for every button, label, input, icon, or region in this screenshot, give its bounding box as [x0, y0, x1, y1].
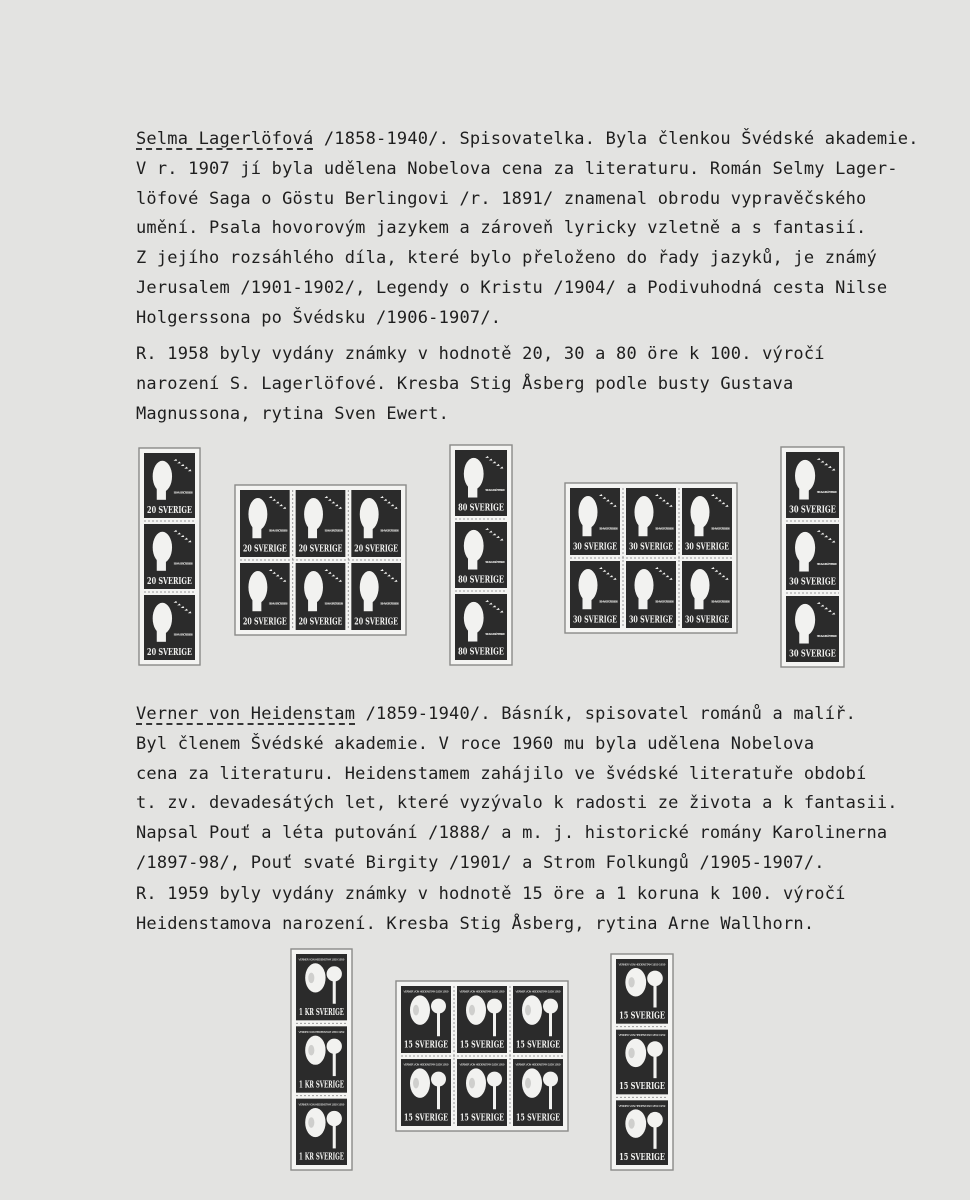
stamp-inscription: SELMA LAGERLÖF 1858 1958	[599, 526, 618, 531]
stamp-inscription: SELMA LAGERLÖF 1858 1958	[711, 599, 730, 604]
stamp-inscription: VERNER VON HEIDENSTAM 1859 1959	[298, 1102, 345, 1107]
stamp-denomination: 15 SVERIGE	[460, 1113, 505, 1124]
stamp-denomination: 30 SVERIGE	[685, 615, 730, 626]
stamp-inscription: SELMA LAGERLÖF 1858 1958	[816, 489, 837, 494]
stamp	[240, 563, 290, 630]
stamp-denomination: 20 SVERIGE	[242, 544, 287, 555]
stamp-denomination: 30 SVERIGE	[685, 542, 730, 553]
stamp-inscription: SELMA LAGERLÖF 1858 1958	[485, 487, 505, 492]
stamp-inscription: VERNER VON HEIDENSTAM 1859 1959	[515, 1062, 561, 1067]
stamp-strip-heidenstam-15	[610, 953, 674, 1171]
stamp-block-lagerlof-30	[564, 482, 738, 634]
stamp-denomination: 20 SVERIGE	[298, 544, 343, 555]
issue-line: Magnussona, rytina Sven Ewert.	[136, 403, 450, 424]
stamp-denomination: 30 SVERIGE	[789, 649, 836, 660]
bio-line: löfové Saga o Göstu Berlingovi /r. 1891/ znamenal obrodu vypravěčského	[136, 188, 867, 209]
stamp-inscription: VERNER VON HEIDENSTAM 1859 1959	[618, 1103, 666, 1108]
section-heidenstam-issue	[136, 880, 936, 940]
section-lagerlof-issue	[136, 340, 936, 429]
stamp	[786, 452, 839, 518]
bio-line: Verner von Heidenstam /1859-1940/. Básník, spisovatel románů a malíř.	[136, 704, 857, 724]
stamp-inscription: SELMA LAGERLÖF 1858 1958	[268, 528, 288, 533]
issue-line: narození S. Lagerlöfové. Kresba Stig Åsberg podle busty Gustava	[136, 373, 794, 394]
stamp	[616, 1100, 668, 1165]
stamp	[457, 1059, 507, 1126]
stamp-inscription: VERNER VON HEIDENSTAM 1859 1959	[618, 962, 666, 967]
stamp	[401, 1059, 451, 1126]
stamp	[296, 954, 347, 1020]
stamp-denomination: 30 SVERIGE	[629, 615, 674, 626]
stamp-inscription: SELMA LAGERLÖF 1858 1958	[599, 599, 618, 604]
stamp-denomination: 30 SVERIGE	[573, 615, 618, 626]
stamp	[457, 986, 507, 1053]
stamp	[144, 524, 195, 589]
stamp-denomination: 30 SVERIGE	[629, 542, 674, 553]
stamp-inscription: SELMA LAGERLÖF 1858 1958	[655, 526, 674, 531]
stamp-inscription: VERNER VON HEIDENSTAM 1859 1959	[618, 1033, 666, 1038]
stamp-denomination: 15 SVERIGE	[404, 1113, 449, 1124]
stamp-inscription: SELMA LAGERLÖF 1858 1958	[380, 528, 400, 533]
bio-line: umění. Psala hovorovým jazykem a zároveň lyricky vzletně a s fantasií.	[136, 218, 867, 239]
stamp-denomination: 1 KR SVERIGE	[299, 1080, 345, 1091]
stamp-denomination: 20 SVERIGE	[147, 576, 193, 587]
stamp-inscription: VERNER VON HEIDENSTAM 1859 1959	[298, 957, 345, 962]
stamp-denomination: 15 SVERIGE	[516, 1040, 561, 1051]
stamp-inscription: SELMA LAGERLÖF 1858 1958	[324, 601, 344, 606]
stamp-inscription: SELMA LAGERLÖF 1858 1958	[173, 632, 193, 637]
stamp	[455, 450, 507, 516]
stamp	[351, 490, 401, 557]
stamp-strip-lagerlof-20	[138, 447, 201, 666]
stamp	[616, 1030, 668, 1095]
stamp	[682, 488, 732, 555]
stamp	[144, 595, 195, 660]
author-name-lagerlof: Selma Lagerlöfová	[136, 129, 314, 149]
stamp-inscription: SELMA LAGERLÖF 1858 1958	[173, 490, 193, 495]
stamp	[296, 1026, 347, 1092]
stamp-inscription: SELMA LAGERLÖF 1858 1958	[655, 599, 674, 604]
stamp	[296, 563, 346, 630]
stamp-inscription: VERNER VON HEIDENSTAM 1859 1959	[515, 989, 561, 994]
stamp	[240, 490, 290, 557]
author-name-heidenstam: Verner von Heidenstam	[136, 704, 356, 724]
stamp-denomination: 30 SVERIGE	[789, 505, 836, 516]
stamp	[616, 959, 668, 1024]
stamp-inscription: SELMA LAGERLÖF 1858 1958	[380, 601, 400, 606]
stamp-denomination: 15 SVERIGE	[619, 1152, 665, 1163]
bio-line: Jerusalem /1901-1902/, Legendy o Kristu /1904/ a Podivuhodná cesta Nilse	[136, 277, 888, 298]
stamp	[401, 986, 451, 1053]
stamp	[682, 561, 732, 628]
bio-line: Holgerssona po Švédsku /1906-1907/.	[136, 307, 502, 328]
stamp-denomination: 15 SVERIGE	[516, 1113, 561, 1124]
stamp-denomination: 20 SVERIGE	[354, 617, 399, 628]
issue-line: R. 1958 byly vydány známky v hodnotě 20, 30 a 80 öre k 100. výročí	[136, 344, 825, 364]
stamp-denomination: 80 SVERIGE	[458, 503, 504, 514]
stamp-inscription: SELMA LAGERLÖF 1858 1958	[173, 561, 193, 566]
stamp	[786, 524, 839, 590]
bio-line: t. zv. devadesátých let, které vyzývalo k radosti ze života a k fantasii.	[136, 793, 898, 814]
issue-line: R. 1959 byly vydány známky v hodnotě 15 öre a 1 koruna k 100. výročí	[136, 884, 846, 904]
stamp-denomination: 80 SVERIGE	[458, 575, 504, 586]
stamp-denomination: 1 KR SVERIGE	[299, 1152, 345, 1163]
stamp	[570, 488, 620, 555]
stamp	[296, 490, 346, 557]
stamp-denomination: 20 SVERIGE	[298, 617, 343, 628]
stamp-denomination: 30 SVERIGE	[573, 542, 618, 553]
stamp-inscription: SELMA LAGERLÖF 1858 1958	[324, 528, 344, 533]
bio-line: /1897-98/, Pouť svaté Birgity /1901/ a Strom Folkungů /1905-1907/.	[136, 852, 825, 873]
stamp-inscription: SELMA LAGERLÖF 1858 1958	[816, 561, 837, 566]
stamp-denomination: 15 SVERIGE	[404, 1040, 449, 1051]
stamp	[296, 1099, 347, 1165]
bio-line: Selma Lagerlöfová /1858-1940/. Spisovatelka. Byla členkou Švédské akademie.	[136, 129, 919, 149]
stamp	[455, 594, 507, 660]
stamp-inscription: VERNER VON HEIDENSTAM 1859 1959	[298, 1029, 345, 1034]
stamp-inscription: VERNER VON HEIDENSTAM 1859 1959	[459, 1062, 505, 1067]
stamp-inscription: SELMA LAGERLÖF 1858 1958	[485, 559, 505, 564]
stamp-denomination: 15 SVERIGE	[460, 1040, 505, 1051]
stamp	[144, 453, 195, 518]
stamp	[786, 596, 839, 662]
stamp	[351, 563, 401, 630]
stamp-denomination: 1 KR SVERIGE	[299, 1008, 345, 1019]
stamp-inscription: VERNER VON HEIDENSTAM 1859 1959	[459, 989, 505, 994]
stamp-denomination: 15 SVERIGE	[619, 1082, 665, 1093]
stamp	[513, 1059, 563, 1126]
stamp-inscription: VERNER VON HEIDENSTAM 1859 1959	[403, 989, 449, 994]
stamp	[570, 561, 620, 628]
stamp-denomination: 30 SVERIGE	[789, 577, 836, 588]
stamp	[455, 522, 507, 588]
stamp-strip-lagerlof-30	[780, 446, 845, 668]
stamp	[626, 561, 676, 628]
bio-line: cena za literaturu. Heidenstamem zahájilo ve švédské literatuře období	[136, 763, 867, 784]
section-heidenstam-bio	[136, 700, 936, 879]
stamp	[626, 488, 676, 555]
stamp-denomination: 20 SVERIGE	[147, 505, 193, 516]
stamp-denomination: 20 SVERIGE	[354, 544, 399, 555]
stamp-inscription: SELMA LAGERLÖF 1858 1958	[711, 526, 730, 531]
section-lagerlof-bio	[136, 125, 936, 334]
bio-line: V r. 1907 jí byla udělena Nobelova cena za literaturu. Román Selmy Lager-	[136, 158, 898, 179]
stamp-inscription: SELMA LAGERLÖF 1858 1958	[268, 601, 288, 606]
stamp-denomination: 20 SVERIGE	[147, 647, 193, 658]
stamp-strip-heidenstam-1kr	[290, 948, 353, 1171]
stamp	[513, 986, 563, 1053]
issue-line: Heidenstamova narození. Kresba Stig Åsberg, rytina Arne Wallhorn.	[136, 913, 815, 934]
stamp-inscription: SELMA LAGERLÖF 1858 1958	[485, 631, 505, 636]
stamp-inscription: VERNER VON HEIDENSTAM 1859 1959	[403, 1062, 449, 1067]
stamp-inscription: SELMA LAGERLÖF 1858 1958	[816, 633, 837, 638]
bio-line: Napsal Pouť a léta putování /1888/ a m. j. historické romány Karolinerna	[136, 823, 888, 844]
stamp-strip-lagerlof-80	[449, 444, 513, 666]
stamp-denomination: 20 SVERIGE	[242, 617, 287, 628]
bio-line: Z jejího rozsáhlého díla, které bylo přeloženo do řady jazyků, je známý	[136, 248, 877, 269]
stamp-block-lagerlof-20	[234, 484, 407, 636]
bio-line: Byl členem Švédské akademie. V roce 1960 mu byla udělena Nobelova	[136, 733, 815, 754]
stamp-block-heidenstam-15	[395, 980, 569, 1132]
stamp-denomination: 80 SVERIGE	[458, 647, 504, 658]
stamp-denomination: 15 SVERIGE	[619, 1011, 665, 1022]
